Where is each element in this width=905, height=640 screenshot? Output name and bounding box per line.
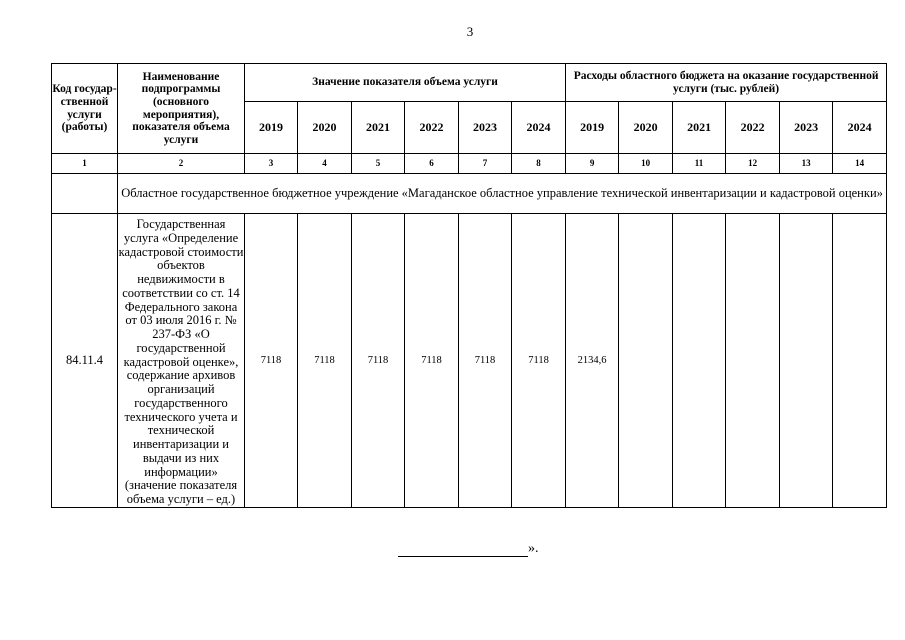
column-number: 12: [726, 154, 780, 174]
year-cell: 2021: [673, 102, 726, 154]
column-number: 5: [352, 154, 405, 174]
organization-name: Областное государственное бюджетное учреждение «Магаданское областное управление технической инвентаризации и кадастровой оценки»: [118, 174, 887, 214]
column-number: 11: [673, 154, 726, 174]
value-cell: [833, 214, 887, 508]
column-number: 6: [405, 154, 459, 174]
service-name: Государственная услуга «Определение кадастровой стоимости объектов недвижимости в соответствии со ст. 14 Федерального закона от 03 июля 2016 г. № 237-ФЗ «О государственной кадастровой оценке», содержание архивов организаций государственного технического учета и технической инвентаризации и выдачи из них информации» (значение показателя объема услуги – ед.): [118, 214, 245, 508]
year-cell: 2021: [352, 102, 405, 154]
year-cell: 2023: [780, 102, 833, 154]
closing-line: [398, 541, 539, 557]
column-number-row: [52, 154, 887, 174]
service-row: [52, 214, 887, 508]
value-cell: 7118: [459, 214, 512, 508]
value-cell: 7118: [298, 214, 352, 508]
value-cell: [726, 214, 780, 508]
column-number: 14: [833, 154, 887, 174]
page-number: 3: [466, 24, 474, 39]
service-code: 84.11.4: [52, 214, 118, 508]
value-cell: 7118: [245, 214, 298, 508]
year-cell: 2020: [298, 102, 352, 154]
organization-row: [52, 174, 887, 214]
year-cell: 2024: [512, 102, 566, 154]
closing-mark: ».: [528, 541, 539, 556]
value-cell: 7118: [512, 214, 566, 508]
value-cell: 2134,6: [566, 214, 619, 508]
column-number: 7: [459, 154, 512, 174]
year-cell: 2022: [405, 102, 459, 154]
header-budget-group: Расходы областного бюджета на оказание государственной услуги (тыс. рублей): [566, 64, 887, 102]
year-cell: 2019: [245, 102, 298, 154]
header-code: Код государ-ственной услуги (работы): [52, 64, 118, 154]
column-number: 8: [512, 154, 566, 174]
year-cell: 2022: [726, 102, 780, 154]
value-cell: 7118: [352, 214, 405, 508]
year-cell: 2024: [833, 102, 887, 154]
column-number: 1: [52, 154, 118, 174]
column-number: 10: [619, 154, 673, 174]
column-number: 4: [298, 154, 352, 174]
column-number: 13: [780, 154, 833, 174]
column-number: 2: [118, 154, 245, 174]
column-number: 9: [566, 154, 619, 174]
service-table: [51, 63, 887, 508]
column-number: 3: [245, 154, 298, 174]
organization-code-cell: [52, 174, 118, 214]
value-cell: 7118: [405, 214, 459, 508]
header-name: Наименование подпрограммы (основного мероприятия), показателя объема услуги: [118, 64, 245, 154]
year-cell: 2019: [566, 102, 619, 154]
header-volume-group: Значение показателя объема услуги: [245, 64, 566, 102]
value-cell: [780, 214, 833, 508]
header-row: [52, 64, 887, 102]
value-cell: [619, 214, 673, 508]
year-cell: 2023: [459, 102, 512, 154]
signature-underline: [398, 542, 528, 557]
value-cell: [673, 214, 726, 508]
year-cell: 2020: [619, 102, 673, 154]
